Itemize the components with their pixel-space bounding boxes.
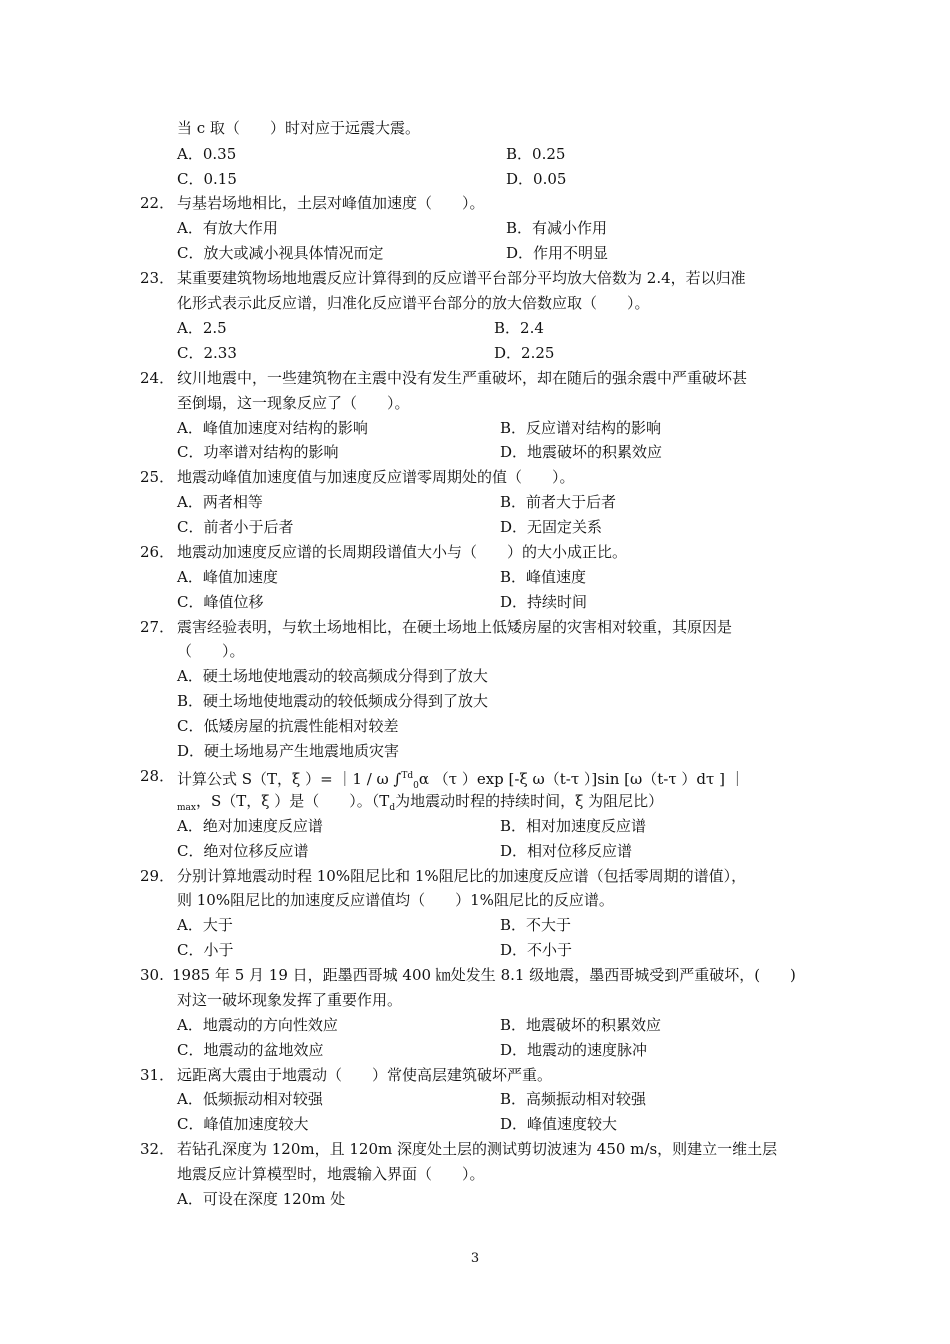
- q22-option-c: C．放大或减小视具体情况而定: [177, 244, 384, 262]
- q24-number: 24．: [140, 369, 175, 387]
- q24-option-b: B．反应谱对结构的影响: [500, 419, 662, 437]
- q25-stem: 地震动峰值加速度值与加速度反应谱零周期处的值（ ）。: [177, 468, 575, 486]
- q23-option-c: C．2.33: [177, 344, 237, 362]
- q27-option-d: D．硬土场地易产生地震地质灾害: [177, 742, 400, 760]
- q28-option-a: A．绝对加速度反应谱: [177, 817, 323, 835]
- q23-option-b: B．2.4: [494, 319, 544, 337]
- q27-stem-2: （ ）。: [177, 642, 245, 660]
- q28-integral-upper: Td: [401, 771, 414, 781]
- page-number: 3: [470, 1251, 480, 1266]
- q32-stem-2: 地震反应计算模型时，地震输入界面（ ）。: [177, 1165, 485, 1183]
- q31-option-d: D．峰值速度较大: [500, 1115, 618, 1133]
- q21-option-d: D．0.05: [506, 170, 567, 188]
- q28-number: 28．: [140, 767, 175, 785]
- q25-option-b: B．前者大于后者: [500, 493, 617, 511]
- q25-number: 25．: [140, 468, 175, 486]
- q32-number: 32．: [140, 1140, 175, 1158]
- q27-option-b: B．硬土场地使地震动的较低频成分得到了放大: [177, 692, 489, 710]
- q31-option-b: B．高频振动相对较强: [500, 1090, 647, 1108]
- q28-integral-lower: 0: [413, 781, 419, 791]
- q28-stem-2: [177, 791, 663, 818]
- q27-option-c: C．低矮房屋的抗震性能相对较差: [177, 717, 399, 735]
- q22-option-d: D．作用不明显: [506, 244, 609, 262]
- q29-stem-1: 分别计算地震动时程 10%阻尼比和 1%阻尼比的加速度反应谱（包括零周期的谱值），: [177, 867, 747, 885]
- q24-option-a: A．峰值加速度对结构的影响: [177, 419, 368, 437]
- q26-option-b: B．峰值速度: [500, 568, 587, 586]
- q28-formula-part-a: 计算公式 S（T，ξ ）= ｜1 / ω ∫: [177, 770, 402, 788]
- q25-option-c: C．前者小于后者: [177, 518, 294, 536]
- q28-stem-2a: ，S（T，ξ ）是（ ）。（T: [195, 792, 390, 810]
- q24-stem-1: 纹川地震中，一些建筑物在主震中没有发生严重破坏，却在随后的强余震中严重破坏甚: [177, 369, 748, 387]
- q29-option-d: D．不小于: [500, 941, 573, 959]
- q28-option-d: D．相对位移反应谱: [500, 842, 633, 860]
- q31-stem: 远距离大震由于地震动（ ）常使高层建筑破坏严重。: [177, 1066, 553, 1084]
- q30-stem-1: 1985 年 5 月 19 日，距墨西哥城 400 ㎞处发生 8.1 级地震，墨西哥城受到严重破坏，( ): [172, 966, 796, 984]
- q26-option-d: D．持续时间: [500, 593, 588, 611]
- q28-max-subscript: max: [177, 803, 196, 813]
- q26-stem: 地震动加速度反应谱的长周期段谱值大小与（ ）的大小成正比。: [177, 543, 628, 561]
- q22-option-a: A．有放大作用: [177, 219, 278, 237]
- q28-option-b: B．相对加速度反应谱: [500, 817, 647, 835]
- q21-stem-tail: 当 c 取（ ）时对应于远震大震。: [177, 119, 420, 137]
- q25-option-a: A．两者相等: [177, 493, 263, 511]
- q30-option-c: C．地震动的盆地效应: [177, 1041, 324, 1059]
- q29-option-c: C．小于: [177, 941, 234, 959]
- q32-option-a: A．可设在深度 120m 处: [177, 1190, 346, 1208]
- q24-stem-2: 至倒塌，这一现象反应了（ ）。: [177, 394, 410, 412]
- q30-option-a: A．地震动的方向性效应: [177, 1016, 338, 1034]
- q23-option-d: D．2.25: [494, 344, 555, 362]
- q26-option-c: C．峰值位移: [177, 593, 264, 611]
- q21-option-a: A．0.35: [177, 145, 237, 163]
- q22-stem: 与基岩场地相比，土层对峰值加速度（ ）。: [177, 194, 485, 212]
- q29-number: 29．: [140, 867, 175, 885]
- q31-option-a: A．低频振动相对较强: [177, 1090, 323, 1108]
- q27-stem-1: 震害经验表明，与软土场地相比，在硬土场地上低矮房屋的灾害相对较重，其原因是: [177, 618, 733, 636]
- q29-stem-2: 则 10%阻尼比的加速度反应谱值均（ ）1%阻尼比的反应谱。: [177, 891, 614, 909]
- q21-option-b: B．0.25: [506, 145, 566, 163]
- q23-number: 23．: [140, 269, 175, 287]
- q24-option-c: C．功率谱对结构的影响: [177, 443, 339, 461]
- q31-option-c: C．峰值加速度较大: [177, 1115, 309, 1133]
- q28-formula-part-b: α （τ ）exp [-ξ ω（t-τ ）]sin [ω（t-τ ）dτ ] ｜: [418, 770, 745, 788]
- q23-stem-1: 某重要建筑物场地地震反应计算得到的反应谱平台部分平均放大倍数为 2.4，若以归准: [177, 269, 746, 287]
- q27-number: 27．: [140, 618, 175, 636]
- q28-stem-2b: 为地震动时程的持续时间，ξ 为阻尼比）: [395, 792, 664, 810]
- q22-number: 22．: [140, 194, 175, 212]
- q30-option-b: B．地震破坏的积累效应: [500, 1016, 662, 1034]
- q29-option-b: B．不大于: [500, 916, 572, 934]
- q24-option-d: D．地震破坏的积累效应: [500, 443, 663, 461]
- q30-option-d: D．地震动的速度脉冲: [500, 1041, 648, 1059]
- q25-option-d: D．无固定关系: [500, 518, 603, 536]
- q26-number: 26．: [140, 543, 175, 561]
- q22-option-b: B．有减小作用: [506, 219, 608, 237]
- q26-option-a: A．峰值加速度: [177, 568, 278, 586]
- q29-option-a: A．大于: [177, 916, 233, 934]
- q31-number: 31．: [140, 1066, 175, 1084]
- q28-option-c: C．绝对位移反应谱: [177, 842, 309, 860]
- q23-stem-2: 化形式表示此反应谱，归准化反应谱平台部分的放大倍数应取（ ）。: [177, 294, 650, 312]
- q32-stem-1: 若钻孔深度为 120m，且 120m 深度处土层的测试剪切波速为 450 m/s，则建立一维土层: [177, 1140, 778, 1158]
- q21-option-c: C．0.15: [177, 170, 237, 188]
- q30-number: 30.: [140, 966, 164, 984]
- q27-option-a: A．硬土场地使地震动的较高频成分得到了放大: [177, 667, 488, 685]
- q30-stem-2: 对这一破坏现象发挥了重要作用。: [177, 991, 403, 1009]
- q28-td-subscript: d: [389, 803, 396, 813]
- q23-option-a: A．2.5: [177, 319, 227, 337]
